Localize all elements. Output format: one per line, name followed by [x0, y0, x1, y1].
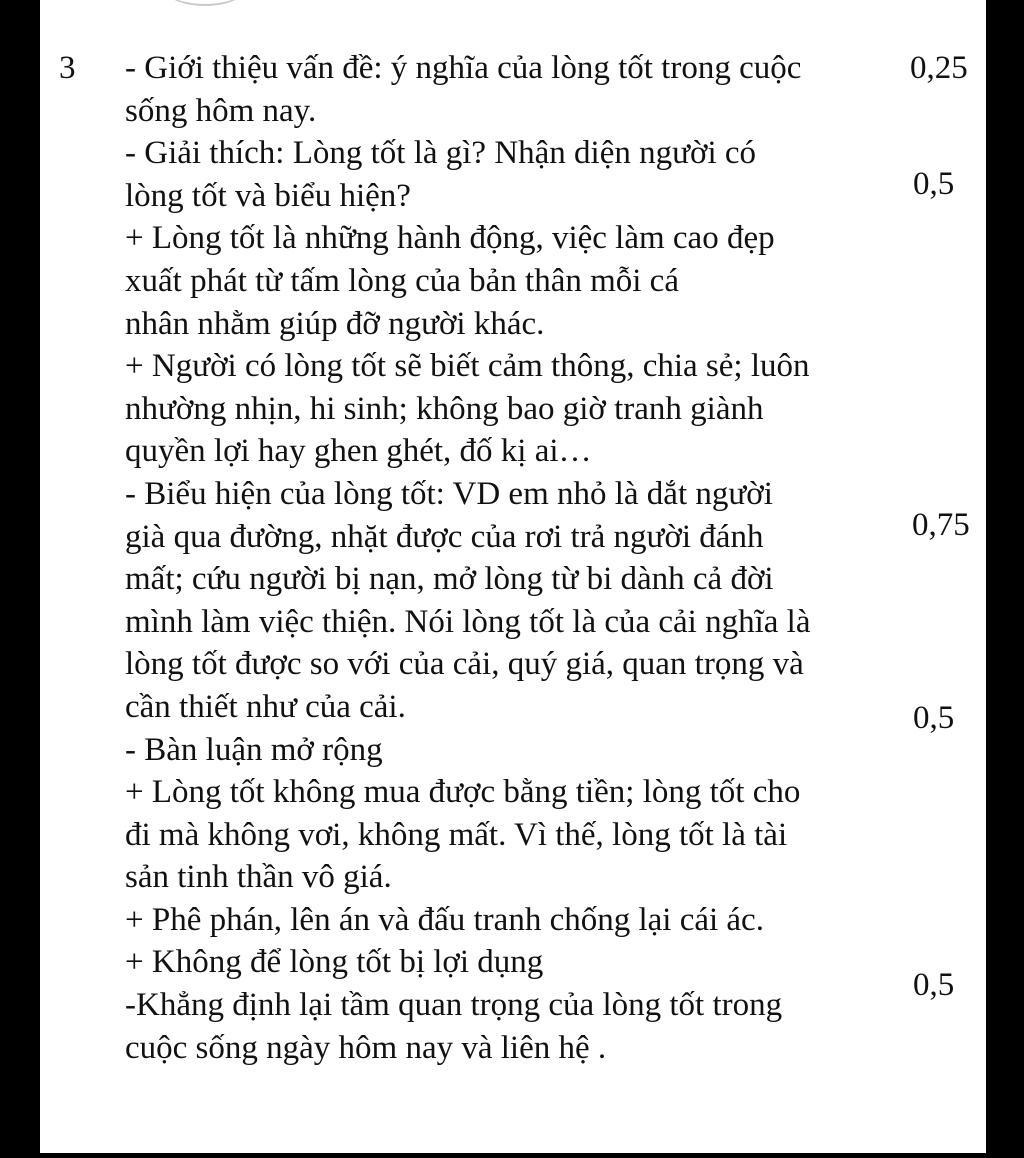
content-line: xuất phát từ tấm lòng của bản thân mỗi cá: [125, 262, 679, 299]
question-number: 3: [59, 50, 76, 86]
content-line: nhường nhịn, hi sinh; không bao giờ tranh giành: [125, 390, 764, 427]
content-line: mình làm việc thiện. Nói lòng tốt là của cải nghĩa là: [125, 603, 811, 640]
score-value: 0,75: [912, 507, 970, 543]
content-line: đi mà không vơi, không mất. Vì thế, lòng tốt là tài: [125, 816, 788, 853]
content-line: - Biểu hiện của lòng tốt: VD em nhỏ là dắt người: [125, 475, 773, 512]
content-line: sản tinh thần vô giá.: [125, 859, 392, 896]
content-line: - Giới thiệu vấn đề: ý nghĩa của lòng tốt trong cuộc: [125, 50, 802, 86]
document-page: [40, 0, 986, 1153]
content-line: cần thiết như của cải.: [125, 688, 406, 725]
content-line: quyền lợi hay ghen ghét, đố kị ai…: [125, 433, 592, 470]
page-edge-mark: [160, 0, 250, 6]
content-line: lòng tốt được so với của cải, quý giá, quan trọng và: [125, 646, 804, 683]
score-value: 0,5: [913, 700, 955, 736]
score-value: 0,5: [913, 166, 955, 202]
content-line: mất; cứu người bị nạn, mở lòng từ bi dành cả đời: [125, 561, 774, 598]
content-line: cuộc sống ngày hôm nay và liên hệ .: [125, 1029, 607, 1066]
score-value: 0,25: [910, 50, 968, 86]
content-line: + Người có lòng tốt sẽ biết cảm thông, chia sẻ; luôn: [125, 348, 810, 385]
content-line: -Khẳng định lại tầm quan trọng của lòng tốt trong: [125, 987, 783, 1024]
content-line: + Lòng tốt không mua được bằng tiền; lòng tốt cho: [125, 774, 801, 811]
content-line: nhân nhằm giúp đỡ người khác.: [125, 305, 545, 342]
content-line: sống hôm nay.: [125, 92, 317, 129]
content-line: + Phê phán, lên án và đấu tranh chống lại cái ác.: [125, 901, 764, 938]
score-value: 0,5: [913, 967, 955, 1003]
content-line: - Giải thích: Lòng tốt là gì? Nhận diện người có: [125, 135, 757, 172]
answer-content: [125, 47, 915, 1069]
content-line: + Không để lòng tốt bị lợi dụng: [125, 944, 544, 981]
content-line: già qua đường, nhặt được của rơi trả người đánh: [125, 518, 764, 555]
content-line: + Lòng tốt là những hành động, việc làm cao đẹp: [125, 220, 775, 257]
content-line: - Bàn luận mở rộng: [125, 731, 383, 768]
content-line: lòng tốt và biểu hiện?: [125, 177, 411, 214]
